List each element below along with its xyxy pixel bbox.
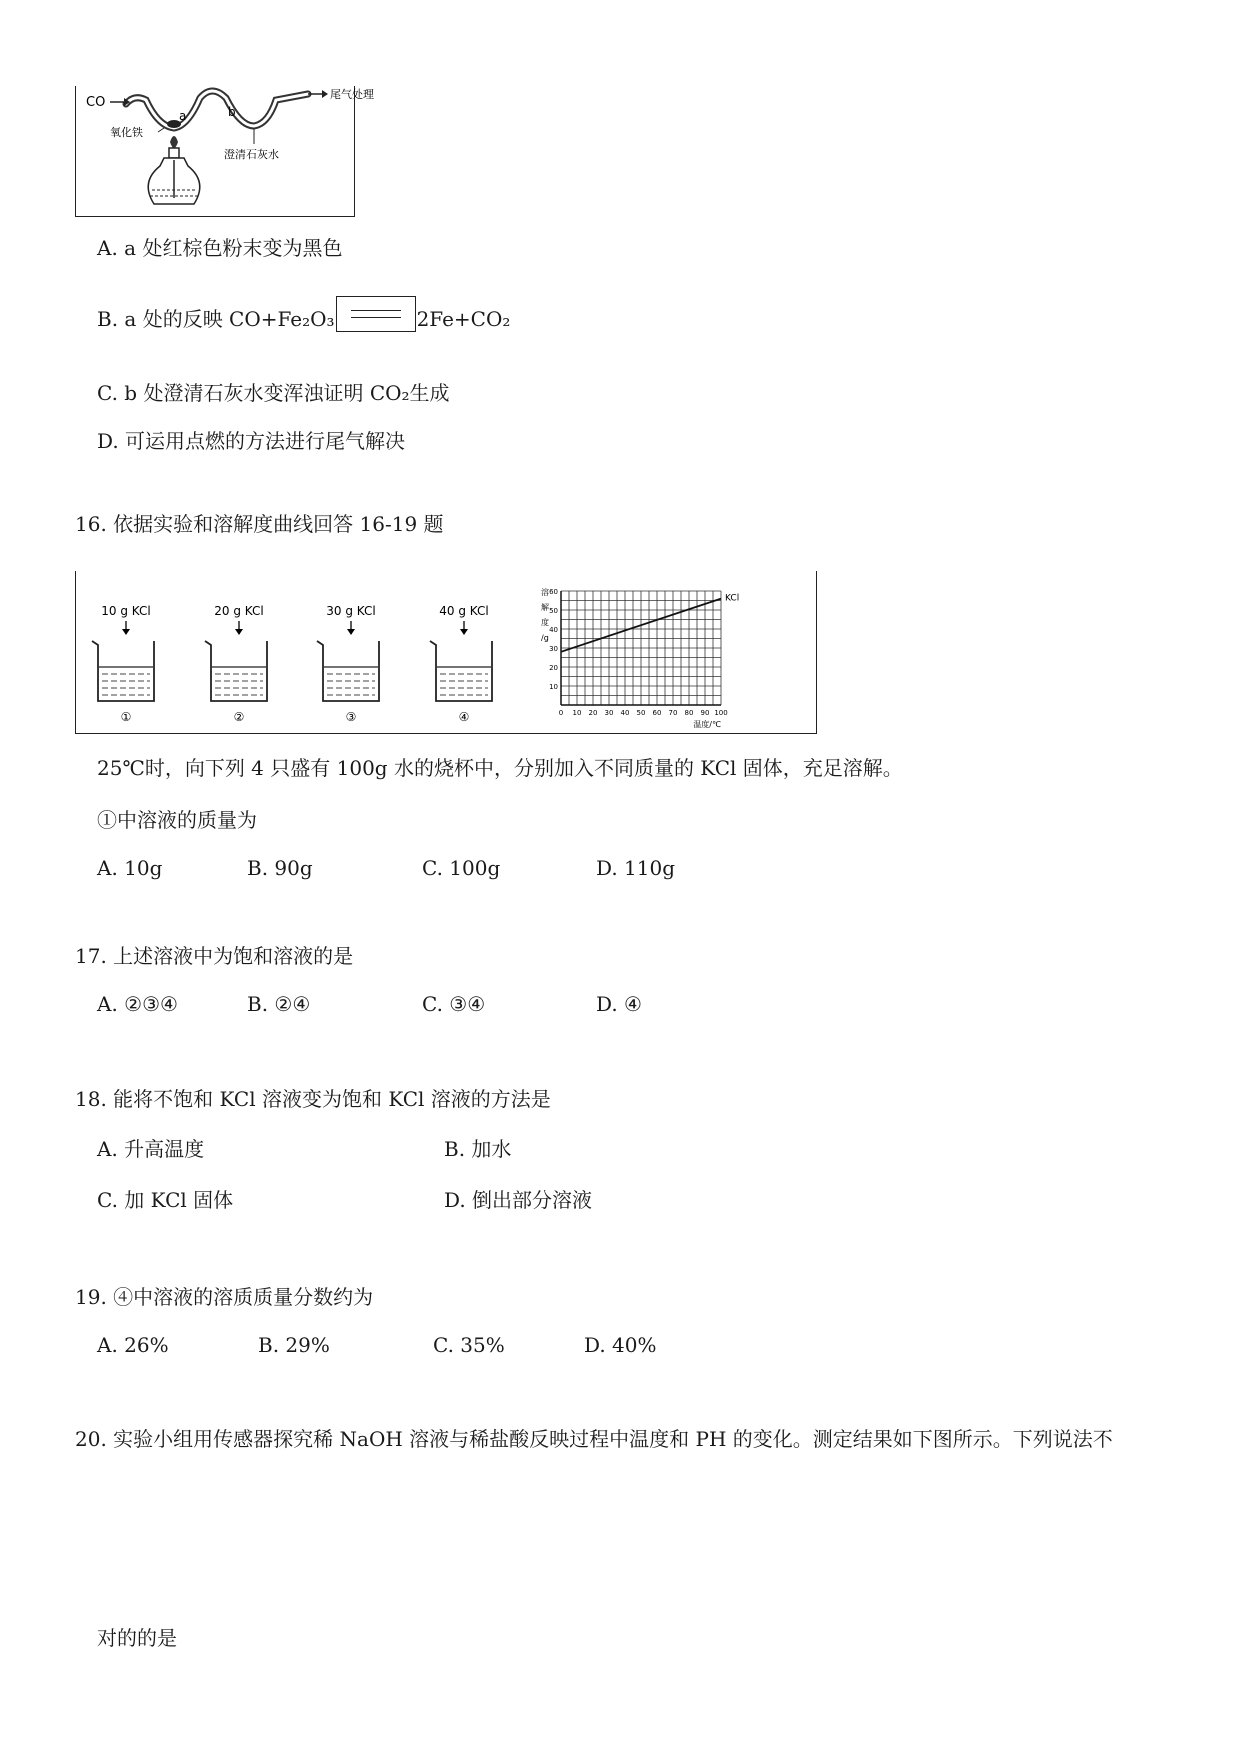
q19-option-d: D. 40%	[584, 1333, 657, 1357]
q18-option-d: D. 倒出部分溶液	[444, 1188, 593, 1212]
q16-heading: 16. 依据实验和溶解度曲线回答 16-19 题	[75, 512, 444, 536]
q17-option-b: B. ②④	[247, 992, 311, 1016]
apparatus-drawing	[76, 86, 374, 216]
beaker-label: 40 g KCl	[439, 604, 489, 618]
q20-stem-continued: 对的的是	[97, 1626, 177, 1650]
x-tick-label: 0	[558, 709, 564, 717]
co-label: CO	[86, 95, 106, 110]
beaker-label: 30 g KCl	[326, 604, 376, 618]
beaker-label: 10 g KCl	[101, 604, 151, 618]
q18-option-a: A. 升高温度	[97, 1137, 205, 1161]
b-label: b	[228, 105, 236, 119]
q16-option-a: A. 10g	[97, 856, 163, 880]
q15-option-d: D. 可运用点燃的方法进行尾气解决	[97, 429, 406, 453]
q16-option-d: D. 110g	[596, 856, 676, 880]
x-tick-label: 40	[620, 709, 630, 717]
q19-stem: 19. ④中溶液的溶质质量分数约为	[75, 1285, 374, 1309]
flame-icon	[170, 136, 178, 148]
y-tick-label: 10	[549, 683, 558, 691]
q18-option-b: B. 加水	[444, 1137, 512, 1161]
q15-option-a: A. a 处红棕色粉末变为黑色	[97, 236, 343, 260]
q15-option-b-suffix: 2Fe+CO₂	[416, 307, 511, 331]
beaker-number: ②	[233, 710, 245, 724]
a-label: a	[179, 109, 187, 123]
x-tick-label: 100	[714, 709, 728, 717]
q20-stem: 20. 实验小组用传感器探究稀 NaOH 溶液与稀盐酸反映过程中温度和 PH 的变化。测定结果如下图所示。下列说法不	[75, 1427, 1113, 1451]
q15-option-b	[97, 296, 510, 332]
q19-option-b: B. 29%	[258, 1333, 330, 1357]
y-tick-label: 20	[549, 664, 558, 672]
arrow-head-icon	[460, 629, 468, 635]
arrow-head-icon	[347, 629, 355, 635]
q17-option-d: D. ④	[596, 992, 642, 1016]
beaker-number: ④	[458, 710, 470, 724]
limewater-label: 澄清石灰水	[224, 148, 279, 161]
q16-option-c: C. 100g	[422, 856, 501, 880]
beaker-outline	[317, 641, 379, 701]
exhaust-label: 尾气处理	[330, 88, 374, 101]
y-axis-label: 度	[541, 618, 549, 628]
reaction-condition-box	[336, 296, 416, 332]
q17-option-a: A. ②③④	[97, 992, 178, 1016]
iron-oxide-label: 氧化铁	[110, 126, 143, 139]
y-axis-label: 解	[541, 603, 549, 612]
q15-option-b-prefix: B. a 处的反映 CO+Fe₂O₃	[97, 307, 335, 331]
beaker-outline	[92, 641, 154, 701]
x-tick-label: 50	[636, 709, 646, 717]
x-tick-label: 20	[588, 709, 598, 717]
q17-stem: 17. 上述溶液中为饱和溶液的是	[75, 944, 354, 968]
q18-option-c: C. 加 KCl 固体	[97, 1188, 234, 1212]
arrow-head-icon	[235, 629, 243, 635]
y-tick-label: 60	[549, 588, 558, 596]
series-label: KCl	[725, 593, 740, 604]
kcl-drawing	[76, 571, 816, 733]
x-tick-label: 70	[668, 709, 678, 717]
x-tick-label: 80	[684, 709, 694, 717]
beaker-number: ①	[120, 710, 132, 724]
x-axis-label: 温度/℃	[693, 720, 721, 729]
q17-option-c: C. ③④	[422, 992, 486, 1016]
q19-option-c: C. 35%	[433, 1333, 505, 1357]
y-axis-label: /g	[541, 633, 549, 643]
apparatus-figure	[75, 86, 374, 217]
arrow-head-icon	[122, 629, 130, 635]
beaker-outline	[430, 641, 492, 701]
q16-intro: 25℃时，向下列 4 只盛有 100g 水的烧杯中，分别加入不同质量的 KCl 固体，充足溶解。	[97, 756, 903, 780]
q16-stem: ①中溶液的质量为	[97, 808, 257, 832]
q16-option-b: B. 90g	[247, 856, 313, 880]
y-axis-label: 溶	[541, 587, 549, 597]
glass-tube	[126, 91, 308, 128]
y-tick-label: 30	[549, 645, 558, 653]
x-tick-label: 90	[700, 709, 710, 717]
kcl-figure	[75, 571, 817, 734]
x-tick-label: 30	[604, 709, 614, 717]
q18-stem: 18. 能将不饱和 KCl 溶液变为饱和 KCl 溶液的方法是	[75, 1087, 551, 1111]
beaker-label: 20 g KCl	[214, 604, 264, 618]
x-tick-label: 10	[572, 709, 582, 717]
q19-option-a: A. 26%	[97, 1333, 169, 1357]
beaker-number: ③	[345, 710, 357, 724]
q15-option-c: C. b 处澄清石灰水变浑浊证明 CO₂生成	[97, 381, 450, 405]
y-tick-label: 40	[549, 626, 558, 634]
x-tick-label: 60	[652, 709, 662, 717]
y-tick-label: 50	[549, 607, 558, 615]
beaker-outline	[205, 641, 267, 701]
